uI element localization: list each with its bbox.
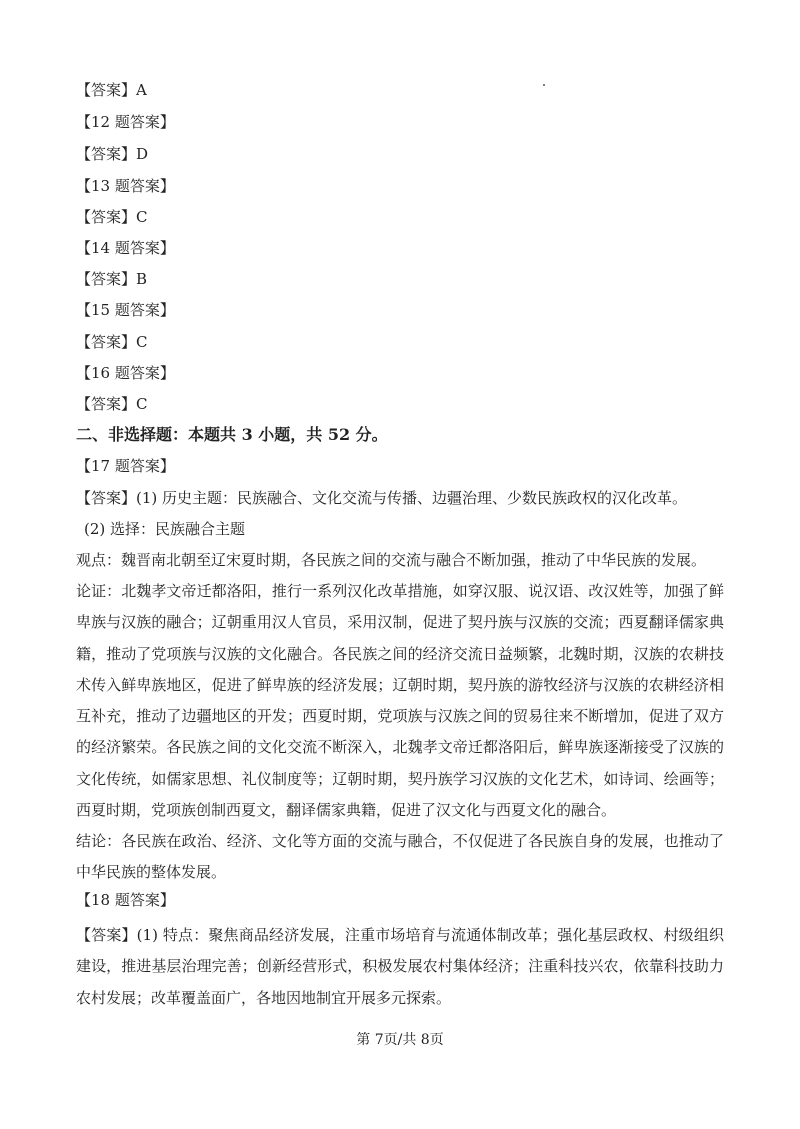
page-footer: 第 7页/共 8页: [356, 1032, 444, 1048]
question-17-answer-2: (2) 选择：民族融合主题: [84, 520, 246, 538]
question-15-header: 【15 题答案】: [76, 301, 175, 319]
question-18-answer-1: 【答案】(1) 特点：聚焦商品经济发展，注重市场培育与流通体制改革；强化基层政权、村级组织建设，推进基层治理完善；创新经营形式，积极发展农村集体经济；注重科技兴农，依靠科技助力农村发展；改革覆盖面广，各地因地制宜开展多元探索。: [76, 926, 724, 1007]
question-17-answer-1: 【答案】(1) 历史主题：民族融合、文化交流与传播、边疆治理、少数民族政权的汉化改革。: [76, 489, 688, 507]
question-12-header: 【12 题答案】: [76, 113, 175, 131]
section-title: 二、非选择题：本题共 3 小题，共 52 分。: [76, 425, 388, 444]
question-17-conclusion: 结论：各民族在政治、经济、文化等方面的交流与融合，不仅促进了各民族自身的发展，也推动了中华民族的整体发展。: [76, 832, 724, 882]
answer-line-12: 【答案】D: [76, 145, 149, 163]
question-17-argument: 论证：北魏孝文帝迁都洛阳，推行一系列汉化改革措施，如穿汉服、说汉语、改汉姓等，加强了鲜卑族与汉族的融合；辽朝重用汉人官员，采用汉制，促进了契丹族与汉族的交流；西夏翻译儒家典籍，推动了党项族与汉族的文化融合。各民族之间的经济交流日益频繁，北魏时期，汉族的农耕技术传入鲜卑族地区，促进了鲜卑族的经济发展；辽朝时期，契丹族的游牧经济与汉族的农耕经济相互补充，推动了边疆地区的开发；西夏时期，党项族与汉族之间的贸易往来不断增加，促进了双方的经济繁荣。各民族之间的文化交流不断深入，北魏孝文帝迁都洛阳后，鲜卑族逐渐接受了汉族的文化传统，如儒家思想、礼仪制度等；辽朝时期，契丹族学习汉族的文化艺术，如诗词、绘画等；西夏时期，党项族创制西夏文，翻译儒家典籍，促进了汉文化与西夏文化的融合。: [76, 582, 724, 820]
answer-line-16: 【答案】C: [76, 395, 148, 413]
answer-line-13: 【答案】C: [76, 208, 148, 226]
question-17-header: 【17 题答案】: [76, 457, 175, 475]
answer-line-11: 【答案】A: [76, 81, 147, 99]
question-17-viewpoint: 观点：魏晋南北朝至辽宋夏时期，各民族之间的交流与融合不断加强，推动了中华民族的发展。: [76, 551, 707, 569]
question-14-header: 【14 题答案】: [76, 239, 175, 257]
question-13-header: 【13 题答案】: [76, 177, 175, 195]
question-18-header: 【18 题答案】: [76, 891, 175, 909]
answer-line-14: 【答案】B: [76, 270, 148, 288]
scan-speck: [543, 84, 545, 86]
question-16-header: 【16 题答案】: [76, 364, 175, 382]
answer-line-15: 【答案】C: [76, 333, 148, 351]
